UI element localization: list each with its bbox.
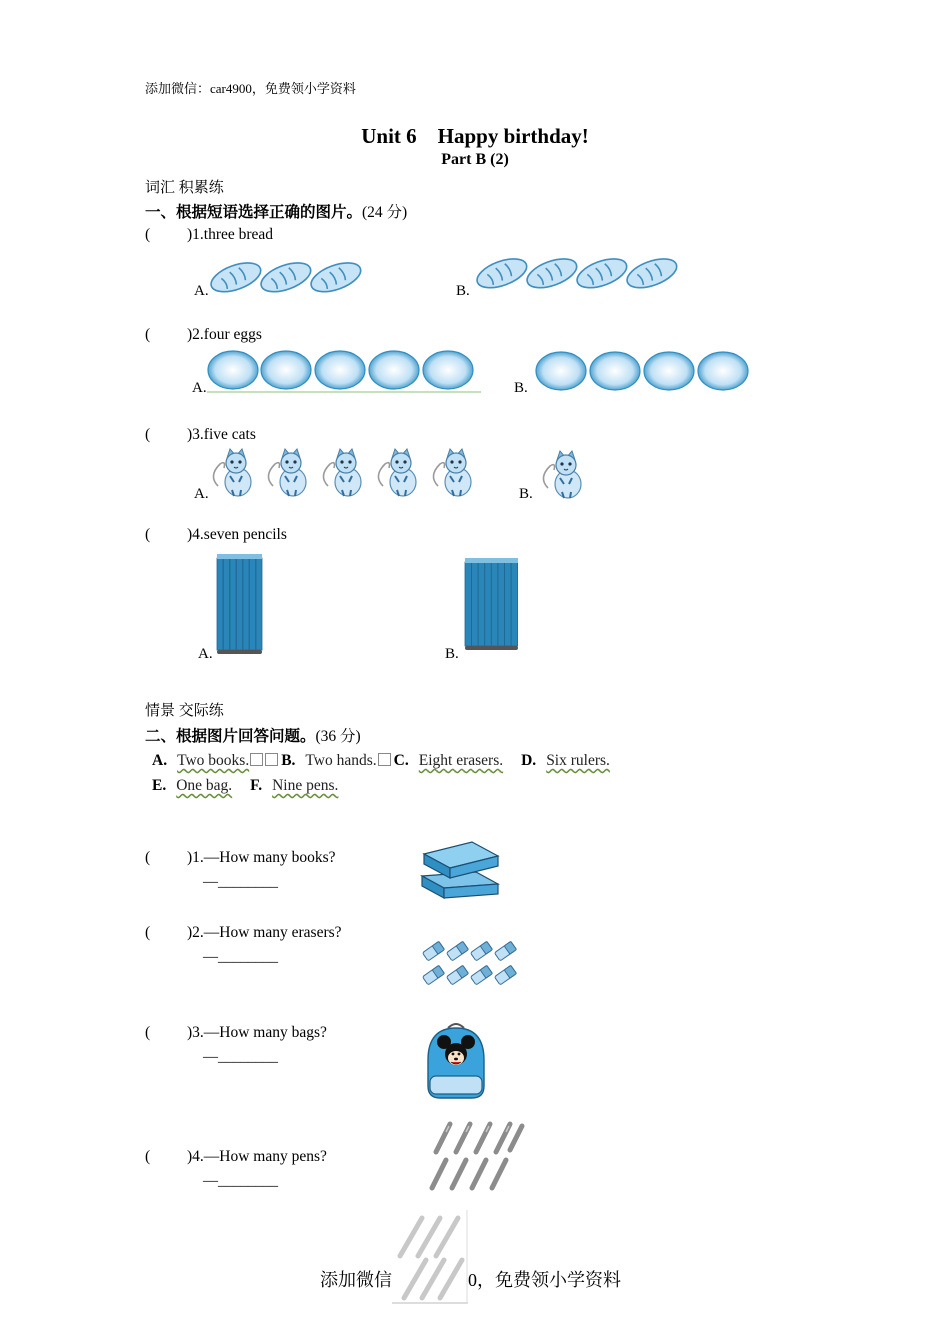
header-note: 添加微信：car4900，免费领小学资料 bbox=[145, 81, 356, 96]
answer-blank[interactable]: —________ bbox=[203, 874, 278, 890]
page-title: Unit 6 Happy birthday! bbox=[361, 124, 589, 148]
answer-blank[interactable]: —________ bbox=[203, 949, 278, 965]
answer-paren[interactable]: ( bbox=[145, 849, 151, 866]
option-key: D. bbox=[521, 752, 537, 769]
backpack-image[interactable] bbox=[418, 1020, 494, 1102]
answer-paren[interactable]: ( bbox=[145, 1024, 151, 1041]
option-b-label: B. bbox=[445, 646, 459, 662]
question-books: ( )1.—How many books? bbox=[145, 849, 336, 866]
option-text: Two books. bbox=[177, 752, 250, 769]
section-vocabulary: 词汇 积累练 bbox=[145, 180, 224, 196]
answer-paren[interactable]: ( bbox=[145, 426, 151, 443]
option-b-label: B. bbox=[514, 380, 528, 396]
answer-blank[interactable]: —________ bbox=[203, 1173, 278, 1189]
option-b-label: B. bbox=[456, 283, 470, 299]
option-text: Six rulers. bbox=[546, 752, 610, 769]
question-3-five-cats: ( )3.five cats bbox=[145, 426, 256, 443]
bread-three-image[interactable] bbox=[208, 254, 366, 298]
option-text: Two hands. bbox=[305, 752, 377, 769]
footer-note-right: 0，免费领小学资料 bbox=[468, 1270, 621, 1290]
option-a-label: A. bbox=[194, 283, 209, 299]
option-text: Eight erasers. bbox=[418, 752, 504, 769]
bread-four-image[interactable] bbox=[474, 246, 686, 296]
erasers-image[interactable] bbox=[420, 936, 520, 986]
option-text: Nine pens. bbox=[272, 777, 339, 794]
option-a-label: A. bbox=[198, 646, 213, 662]
pencils-seven-image[interactable] bbox=[216, 552, 264, 660]
pens-image[interactable] bbox=[428, 1120, 524, 1192]
question-pens: ( )4.—How many pens? bbox=[145, 1148, 327, 1165]
option-key: B. bbox=[281, 752, 296, 769]
option-key: C. bbox=[393, 752, 409, 769]
option-a-label: A. bbox=[192, 380, 207, 396]
cat-one-image[interactable] bbox=[538, 448, 600, 502]
page-subtitle: Part B (2) bbox=[441, 151, 509, 168]
option-text: One bag. bbox=[176, 777, 233, 794]
option-key: E. bbox=[152, 777, 167, 794]
footer-note-left: 添加微信 bbox=[320, 1270, 392, 1290]
part1-heading: 一、根据短语选择正确的图片。(24 分) bbox=[145, 204, 408, 221]
part1-score: (24 分) bbox=[362, 204, 408, 221]
question-bags: ( )3.—How many bags? bbox=[145, 1024, 327, 1041]
option-a-label: A. bbox=[194, 486, 209, 502]
rulers-image[interactable] bbox=[392, 1210, 468, 1304]
question-2-four-eggs: ( )2.four eggs bbox=[145, 326, 262, 343]
answer-blank[interactable]: —________ bbox=[203, 1049, 278, 1065]
answer-options-row-1 bbox=[152, 752, 610, 770]
answer-paren[interactable]: ( bbox=[145, 924, 151, 941]
option-key: A. bbox=[152, 752, 168, 769]
answer-paren[interactable]: ( bbox=[145, 1148, 151, 1165]
section-communication: 情景 交际练 bbox=[145, 703, 224, 719]
part2-score: (36 分) bbox=[315, 728, 361, 745]
question-4-seven-pencils: ( )4.seven pencils bbox=[145, 526, 287, 543]
pencils-eight-image[interactable] bbox=[464, 556, 520, 656]
part2-heading: 二、根据图片回答问题。(36 分) bbox=[145, 728, 361, 745]
eggs-five-image[interactable] bbox=[207, 348, 481, 394]
cats-five-image[interactable] bbox=[208, 446, 486, 500]
question-1-three-bread: ( )1.three bread bbox=[145, 226, 274, 243]
books-image[interactable] bbox=[418, 840, 504, 902]
answer-paren[interactable]: ( bbox=[145, 226, 151, 243]
option-b-label: B. bbox=[519, 486, 533, 502]
option-key: F. bbox=[250, 777, 263, 794]
question-erasers: ( )2.—How many erasers? bbox=[145, 924, 342, 941]
answer-paren[interactable]: ( bbox=[145, 526, 151, 543]
eggs-four-image[interactable] bbox=[533, 350, 755, 394]
answer-paren[interactable]: ( bbox=[145, 326, 151, 343]
answer-options-row-2 bbox=[152, 777, 338, 795]
